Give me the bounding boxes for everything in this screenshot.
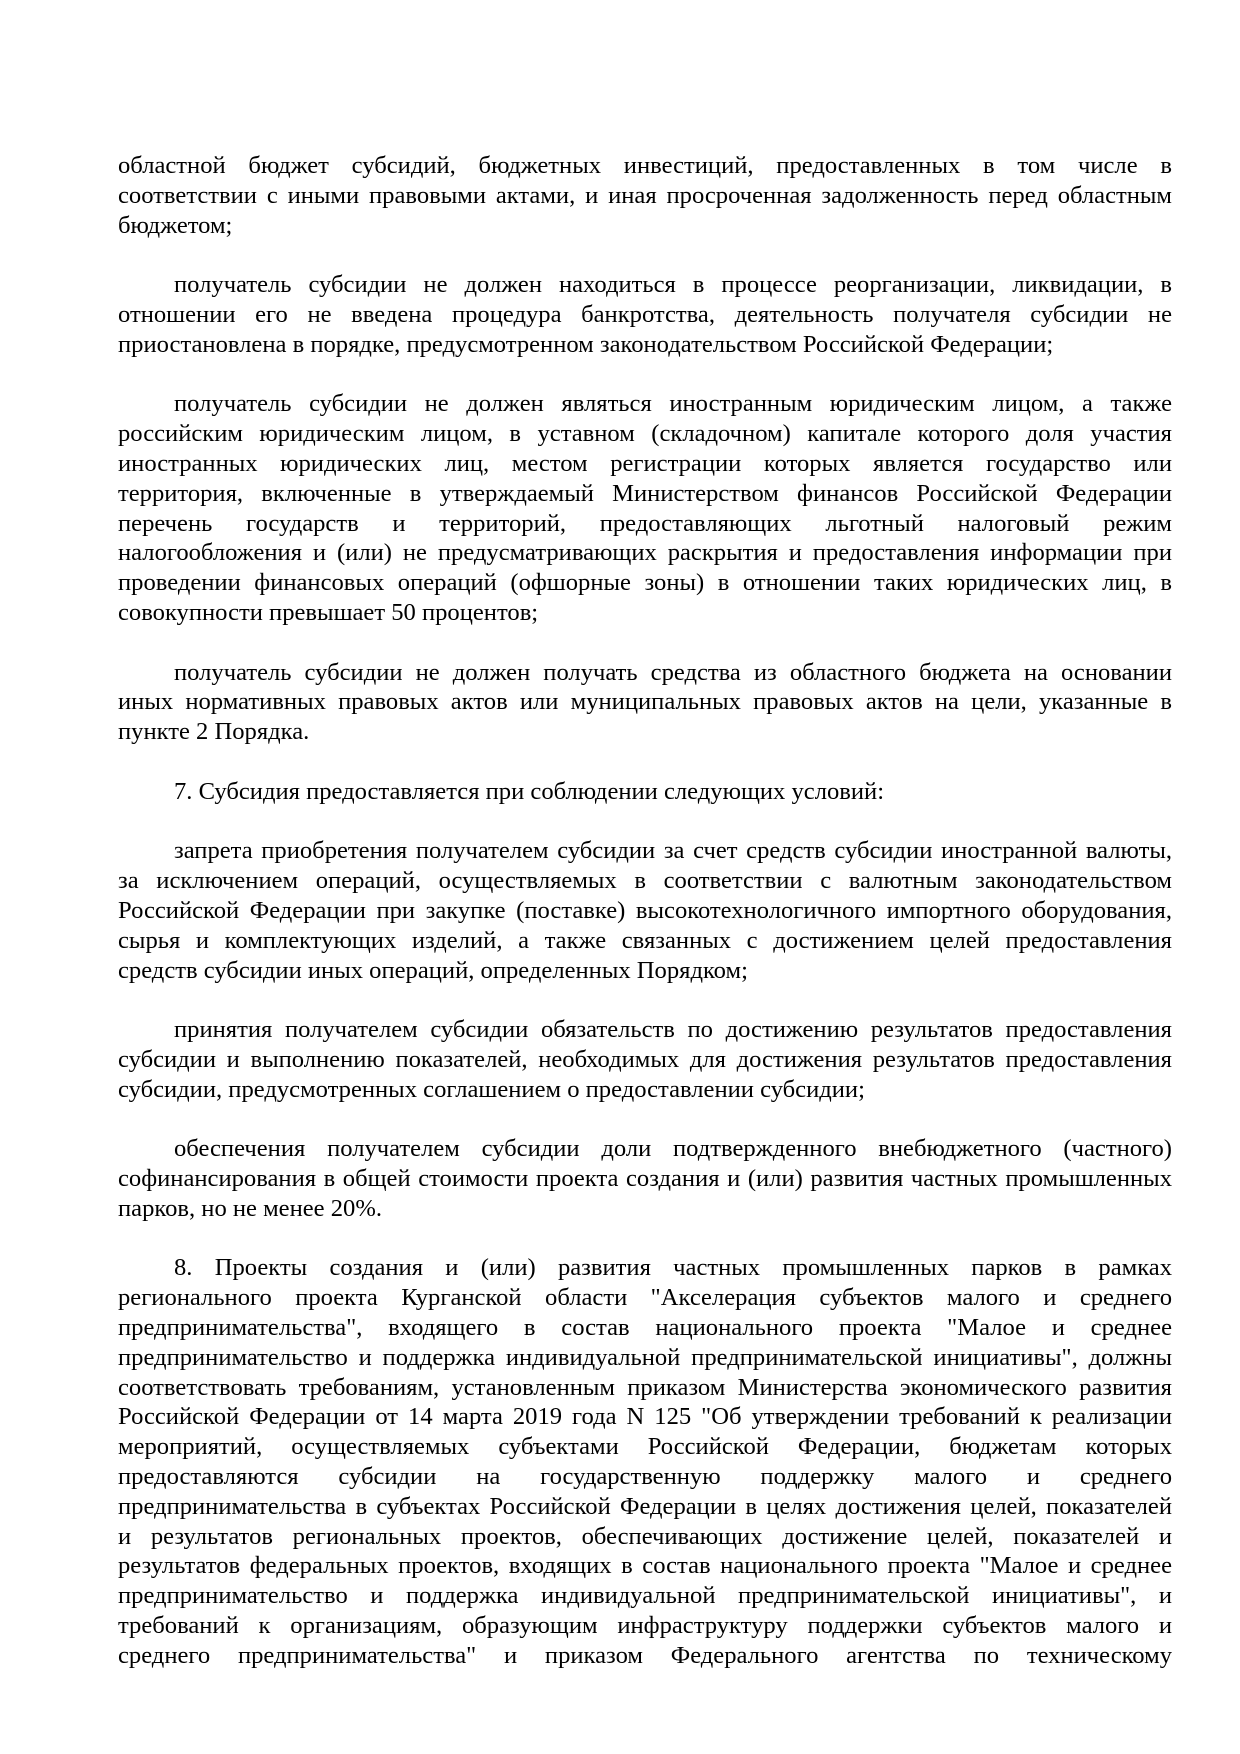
paragraph: [118, 777, 1172, 807]
text-line: налогообложения и (или) не предусматривающих раскрытия и предоставления информации при: [118, 539, 1172, 567]
text-line: средств субсидии иных операций, определенных Порядком;: [118, 956, 748, 984]
text-line: получатель субсидии не должен находиться в процессе реорганизации, ликвидации, в: [174, 271, 1172, 299]
text-line: предпринимательство и поддержка индивидуальной предпринимательской инициативы", должны: [118, 1343, 1172, 1371]
text-line: отношении его не введена процедура банкротства, деятельность получателя субсидии не: [118, 300, 1172, 328]
text-line: областной бюджет субсидий, бюджетных инвестиций, предоставленных в том числе в: [118, 152, 1172, 179]
text-line: 8. Проекты создания и (или) развития частных промышленных парков в рамках: [174, 1254, 1172, 1282]
text-line: результатов федеральных проектов, входящих в состав национального проекта "Малое и среднее: [118, 1552, 1172, 1580]
text-line: обеспечения получателем субсидии доли подтвержденного внебюджетного (частного): [174, 1135, 1172, 1163]
text-line: получатель субсидии не должен являться иностранным юридическим лицом, а также: [174, 390, 1172, 418]
text-line: пункте 2 Порядка.: [118, 718, 310, 746]
text-line: совокупности превышает 50 процентов;: [118, 598, 539, 626]
paragraph: [118, 151, 1172, 240]
text-line: иностранных юридических лиц, местом регистрации которых является государство или: [118, 449, 1172, 477]
text-line: получатель субсидии не должен получать средства из областного бюджета на основании: [174, 658, 1172, 686]
text-line: бюджетом;: [118, 211, 233, 239]
text-line: предоставляются субсидии на государственную поддержку малого и среднего: [118, 1463, 1172, 1491]
text-line: иных нормативных правовых актов или муниципальных правовых актов на цели, указанные в: [118, 688, 1172, 716]
text-line: софинансирования в общей стоимости проекта создания и (или) развития частных промышленных: [118, 1165, 1172, 1193]
text-line: сырья и комплектующих изделий, а также связанных с достижением целей предоставления: [118, 926, 1172, 954]
text-line: приостановлена в порядке, предусмотренном законодательством Российской Федерации;: [118, 330, 1054, 358]
text-line: субсидии и выполнению показателей, необходимых для достижения результатов предоставления: [118, 1045, 1172, 1073]
paragraph: [118, 389, 1172, 627]
paragraph: [118, 1134, 1172, 1223]
text-line: парков, но не менее 20%.: [118, 1194, 382, 1222]
document-page-body: [118, 151, 1172, 1700]
text-line: запрета приобретения получателем субсидии за счет средств субсидии иностранной валюты,: [174, 837, 1172, 865]
text-line: российским юридическим лицом, в уставном (складочном) капитале которого доля участия: [118, 420, 1172, 448]
paragraph: [118, 1015, 1172, 1104]
text-line: Российской Федерации от 14 марта 2019 года N 125 "Об утверждении требований к реализации: [118, 1403, 1172, 1431]
paragraph: [118, 658, 1172, 747]
text-line: перечень государств и территорий, предоставляющих льготный налоговый режим: [118, 509, 1172, 537]
text-line: проведении финансовых операций (офшорные зоны) в отношении таких юридических лиц, в: [118, 569, 1172, 597]
text-line: предпринимательство и поддержка индивидуальной предпринимательской инициативы", и: [118, 1582, 1172, 1610]
text-line: 7. Субсидия предоставляется при соблюдении следующих условий:: [174, 777, 885, 805]
paragraph: [118, 1253, 1172, 1670]
text-line: регионального проекта Курганской области "Акселерация субъектов малого и среднего: [118, 1284, 1172, 1312]
text-line: и результатов региональных проектов, обеспечивающих достижение целей, показателей и: [118, 1522, 1172, 1550]
text-line: среднего предпринимательства" и приказом Федерального агентства по техническому: [118, 1641, 1172, 1669]
text-line: Российской Федерации при закупке (поставке) высокотехнологичного импортного оборудования,: [118, 896, 1172, 924]
text-line: предпринимательства", входящего в состав национального проекта "Малое и среднее: [118, 1314, 1172, 1342]
text-line: предпринимательства в субъектах Российской Федерации в целях достижения целей, показателей: [118, 1492, 1172, 1520]
text-line: за исключением операций, осуществляемых в соответствии с валютным законодательством: [118, 867, 1172, 895]
text-line: принятия получателем субсидии обязательств по достижению результатов предоставления: [174, 1016, 1172, 1044]
text-line: соответствии с иными правовыми актами, и иная просроченная задолженность перед областным: [118, 181, 1172, 209]
paragraph: [118, 270, 1172, 359]
text-line: мероприятий, осуществляемых субъектами Российской Федерации, бюджетам которых: [118, 1433, 1172, 1461]
text-line: территория, включенные в утверждаемый Министерством финансов Российской Федерации: [118, 479, 1172, 507]
paragraph: [118, 836, 1172, 985]
text-line: субсидии, предусмотренных соглашением о предоставлении субсидии;: [118, 1075, 865, 1103]
text-line: требований к организациям, образующим инфраструктуру поддержки субъектов малого и: [118, 1612, 1172, 1640]
text-line: соответствовать требованиям, установленным приказом Министерства экономического развития: [118, 1373, 1172, 1401]
